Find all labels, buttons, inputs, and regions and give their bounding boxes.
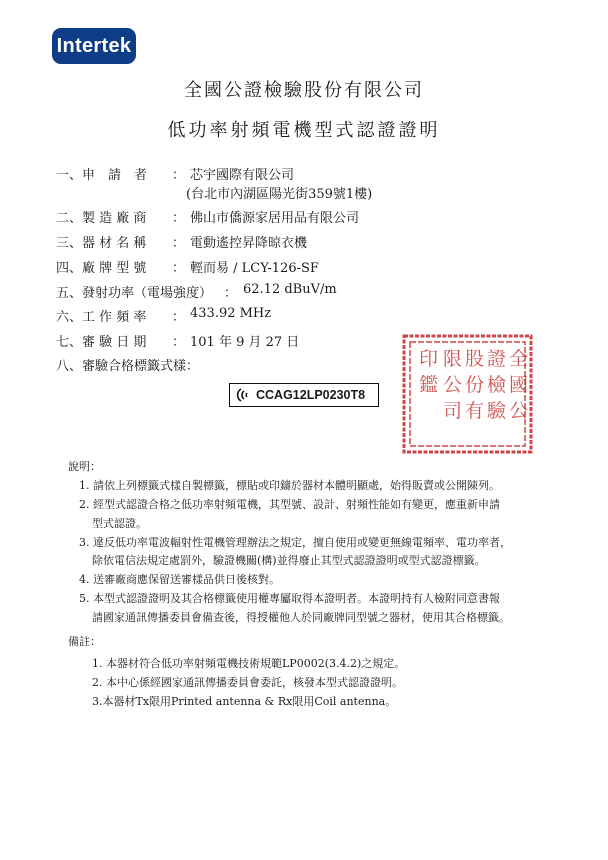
field-value-power: 62.12 dBuV/m xyxy=(243,282,337,297)
field-label-applicant: 一、申 請 者 xyxy=(56,168,148,183)
field-value-applicant-address: (台北市內湖區陽光街359號1樓) xyxy=(186,187,373,202)
field-colon: ： xyxy=(172,236,186,251)
note-item: 2. 經型式認證合格之低功率射頻電機，其型號、設計、射頻性能如有變更，應重新申請 xyxy=(79,498,500,511)
seal-glyph: 股份有 xyxy=(465,348,485,422)
field-colon: ： xyxy=(172,335,186,350)
document-title: 低功率射頻電機型式認證證明 xyxy=(167,120,441,141)
seal-glyph: 限公司 xyxy=(443,348,463,422)
field-colon: ： xyxy=(172,310,186,325)
company-seal xyxy=(401,333,534,455)
field-value-brand-model: 輕而易 / LCY-126-SF xyxy=(190,261,319,276)
note-item: 5. 本型式認證證明及其合格標籤使用權專屬取得本證明者。本證明持有人檢附同意書報 xyxy=(79,592,500,605)
field-value-frequency: 433.92 MHz xyxy=(190,306,272,321)
company-title: 全國公證檢驗股份有限公司 xyxy=(184,80,424,101)
intertek-logo: Intertek xyxy=(52,28,136,64)
remarks-heading: 備註： xyxy=(68,635,101,648)
field-label-power: 五、發射功率（電場強度） xyxy=(56,286,213,301)
approval-code: CCAG12LP0230T8 xyxy=(256,388,366,402)
remark-item: 2. 本中心係經國家通訊傳播委員會委託，核發本型式認證證明。 xyxy=(92,676,403,689)
field-value-manufacturer: 佛山市僑源家居用品有限公司 xyxy=(190,211,360,226)
field-label-date: 七、審 驗 日 期 xyxy=(56,335,147,350)
field-value-applicant: 芯宇國際有限公司 xyxy=(190,168,295,183)
seal-glyph: 印鑑 xyxy=(419,348,439,396)
notes-heading: 說明： xyxy=(68,460,101,473)
field-label-brand-model: 四、廠 牌 型 號 xyxy=(56,261,147,276)
remark-item: 1. 本器材符合低功率射頻電機技術規範LP0002(3.4.2)之規定。 xyxy=(92,657,406,670)
note-item: 除依電信法規定處罰外，驗證機關(構)並得廢止其型式認證證明或型式認證標籤。 xyxy=(92,554,486,567)
note-item: 請國家通訊傳播委員會備查後，得授權他人於同廠牌同型號之器材，使用其合格標籤。 xyxy=(92,611,510,624)
field-colon: ： xyxy=(172,261,186,276)
field-colon: ： xyxy=(172,168,186,183)
note-item: 4. 送審廠商應保留送審樣品供日後核對。 xyxy=(79,573,280,586)
field-colon: ： xyxy=(224,286,238,301)
field-value-equipment: 電動遙控昇降晾衣機 xyxy=(190,236,308,251)
approval-mark xyxy=(229,383,379,407)
note-item: 1. 請依上列標籤式樣自製標籤，標貼或印鑄於器材本體明顯處，始得販賣或公開陳列。 xyxy=(79,479,500,492)
wave-icon xyxy=(234,387,254,403)
field-colon: ： xyxy=(172,211,186,226)
seal-glyph: 證檢驗 xyxy=(487,348,507,422)
note-item: 3. 違反低功率電波輻射性電機管理辦法之規定，擅自使用或變更無線電頻率、電功率者， xyxy=(79,536,511,549)
remark-item: 3.本器材Tx限用Printed antenna & Rx限用Coil antenna。 xyxy=(92,695,397,708)
seal-glyph: 全國公 xyxy=(509,348,529,422)
field-label-equipment: 三、器 材 名 稱 xyxy=(56,236,147,251)
field-label-frequency: 六、工 作 頻 率 xyxy=(56,310,147,325)
field-label-manufacturer: 二、製 造 廠 商 xyxy=(56,211,147,226)
field-value-date: 101 年 9 月 27 日 xyxy=(190,335,300,350)
field-label-label-sample: 八、審驗合格標籤式樣： xyxy=(56,359,200,374)
note-item: 型式認證。 xyxy=(92,517,147,530)
